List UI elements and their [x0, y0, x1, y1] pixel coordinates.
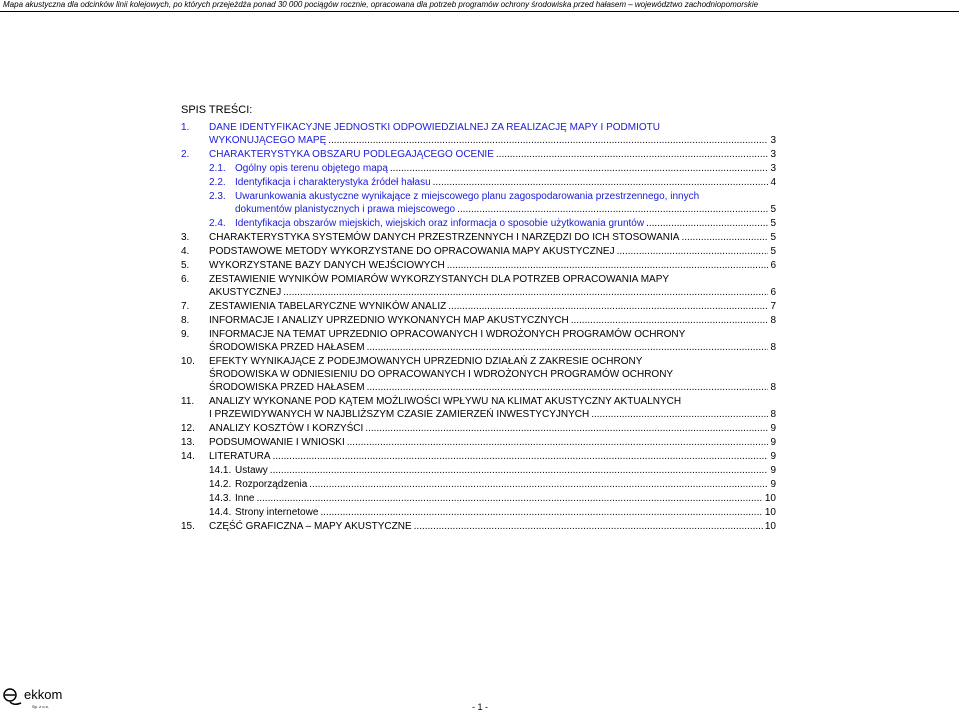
- toc-entry-number: 2.: [181, 149, 190, 160]
- toc-entry-text: I PRZEWIDYWANYCH W NAJBLIŻSZYM CZASIE ZAMIERZEŃ INWESTYCYJNYCH: [209, 409, 590, 420]
- toc-page-number: 9: [770, 451, 776, 462]
- toc-entry[interactable]: [181, 355, 776, 394]
- toc-page-number: 10: [764, 521, 776, 532]
- toc-leader-dots: [328, 134, 768, 147]
- toc-entry-text: INFORMACJE NA TEMAT UPRZEDNIO OPRACOWANYCH I WDROŻONYCH PROGRAMÓW OCHRONY: [209, 329, 686, 340]
- toc-leader-dots: [448, 300, 768, 313]
- toc-entry-number: 4.: [181, 246, 190, 257]
- toc-leader-dots: [646, 217, 768, 230]
- toc-entry[interactable]: [181, 520, 776, 533]
- toc-page-number: 3: [770, 163, 776, 174]
- toc-entry-number: 13.: [181, 437, 195, 448]
- toc-page-number: 8: [770, 382, 776, 393]
- toc-leader-dots: [347, 436, 769, 449]
- toc-leader-dots: [367, 381, 769, 394]
- toc-entry-number: 15.: [181, 521, 195, 532]
- toc-entry[interactable]: [181, 217, 776, 230]
- toc-entry[interactable]: [181, 478, 776, 491]
- toc-entry-text: ŚRODOWISKA PRZED HAŁASEM: [209, 342, 365, 353]
- toc-entry-text: Ogólny opis terenu objętego mapą: [235, 163, 388, 174]
- toc-entry-number: 3.: [181, 232, 190, 243]
- toc-entry-text: dokumentów planistycznych i prawa miejscowego: [235, 204, 456, 215]
- toc-page-number: 3: [770, 135, 776, 146]
- toc-entry-text: Identyfikacja i charakterystyka źródeł hałasu: [235, 177, 431, 188]
- toc-page-number: 9: [770, 465, 776, 476]
- toc-page-number: 5: [770, 232, 776, 243]
- toc-entry-text: EFEKTY WYNIKAJĄCE Z PODEJMOWANYCH UPRZEDNIO DZIAŁAŃ Z ZAKRESIE OCHRONY: [209, 356, 643, 367]
- toc-entry[interactable]: [181, 464, 776, 477]
- toc-entry[interactable]: [181, 300, 776, 313]
- toc-entry-number: 2.3.: [209, 191, 226, 202]
- logo-subtext: Sp. z o.o.: [32, 704, 49, 709]
- toc-entry-text: CHARAKTERYSTYKA SYSTEMÓW DANYCH PRZESTRZENNYCH I NARZĘDZI DO ICH STOSOWANIA: [209, 232, 680, 243]
- toc-leader-dots: [447, 259, 769, 272]
- toc-leader-dots: [591, 408, 768, 421]
- toc-page-number: 8: [770, 315, 776, 326]
- toc-entry-text: Strony internetowe: [235, 507, 319, 518]
- toc-entry-text: ANALIZY KOSZTÓW I KORZYŚCI: [209, 423, 364, 434]
- page-number: - 1 -: [472, 702, 489, 712]
- toc-entry[interactable]: [181, 314, 776, 327]
- toc-leader-dots: [273, 450, 769, 463]
- toc-entry[interactable]: [181, 273, 776, 299]
- toc-leader-dots: [433, 176, 769, 189]
- toc-entry[interactable]: [181, 436, 776, 449]
- toc-entry-text: Ustawy: [235, 465, 268, 476]
- ekkom-logo: [3, 688, 73, 712]
- toc-entry[interactable]: [181, 162, 776, 175]
- toc-page-number: 8: [770, 342, 776, 353]
- toc-entry-text: PODSUMOWANIE I WNIOSKI: [209, 437, 345, 448]
- toc-entry-number: 14.3.: [209, 493, 232, 504]
- toc-entry-text: Uwarunkowania akustyczne wynikające z miejscowego planu zagospodarowania przestrzennego, innych: [235, 191, 700, 202]
- ekkom-logo-icon: [3, 688, 23, 706]
- toc-page-number: 9: [770, 423, 776, 434]
- toc-entry[interactable]: [181, 176, 776, 189]
- toc-entry-number: 14.4.: [209, 507, 232, 518]
- toc-entry-number: 2.1.: [209, 163, 226, 174]
- toc-heading: SPIS TREŚCI:: [181, 104, 253, 116]
- toc-leader-dots: [496, 148, 769, 161]
- toc-entry-number: 1.: [181, 122, 190, 133]
- toc-page-number: 5: [770, 246, 776, 257]
- toc-leader-dots: [309, 478, 768, 491]
- toc-entry-text: CHARAKTERYSTYKA OBSZARU PODLEGAJĄCEGO OCENIE: [209, 149, 494, 160]
- toc-leader-dots: [414, 520, 763, 533]
- toc-leader-dots: [367, 341, 769, 354]
- toc-entry-text: Inne: [235, 493, 255, 504]
- toc-entry-text: Identyfikacja obszarów miejskich, wiejskich oraz informacja o sposobie użytkowania gruntów: [235, 218, 645, 229]
- toc-entry-text: ŚRODOWISKA W ODNIESIENIU DO OPRACOWANYCH I WDROŻONYCH PROGRAMÓW OCHRONY: [209, 369, 674, 380]
- toc-entry-text: ZESTAWIENIE WYNIKÓW POMIARÓW WYKORZYSTANYCH DLA POTRZEB OPRACOWANIA MAPY: [209, 274, 670, 285]
- toc-entry[interactable]: [181, 395, 776, 421]
- toc-page-number: 6: [770, 287, 776, 298]
- toc-entry-text: ŚRODOWISKA PRZED HAŁASEM: [209, 382, 365, 393]
- toc-list: [181, 121, 776, 533]
- toc-page-number: 9: [770, 437, 776, 448]
- toc-leader-dots: [617, 245, 769, 258]
- toc-leader-dots: [283, 286, 768, 299]
- toc-entry-number: 8.: [181, 315, 190, 326]
- header-divider: [0, 11, 959, 12]
- toc-leader-dots: [320, 506, 762, 519]
- toc-entry-number: 11.: [181, 396, 195, 407]
- toc-page-number: 9: [770, 479, 776, 490]
- toc-entry-number: 14.1.: [209, 465, 232, 476]
- toc-entry-text: WYKORZYSTANE BAZY DANYCH WEJŚCIOWYCH: [209, 260, 445, 271]
- toc-page-number: 10: [764, 493, 776, 504]
- toc-entry[interactable]: [181, 492, 776, 505]
- toc-page-number: 6: [770, 260, 776, 271]
- toc-entry-number: 5.: [181, 260, 190, 271]
- toc-page-number: 10: [764, 507, 776, 518]
- toc-entry-text: LITERATURA: [209, 451, 271, 462]
- toc-page-number: 8: [770, 409, 776, 420]
- toc-entry-number: 9.: [181, 329, 190, 340]
- toc-leader-dots: [571, 314, 769, 327]
- toc-page-number: 5: [770, 218, 776, 229]
- toc-entry[interactable]: [181, 148, 776, 161]
- toc-entry-number: 14.: [181, 451, 195, 462]
- toc-entry-text: CZĘŚĆ GRAFICZNA – MAPY AKUSTYCZNE: [209, 521, 412, 532]
- toc-leader-dots: [365, 422, 768, 435]
- toc-entry-number: 10.: [181, 356, 195, 367]
- toc-entry[interactable]: [181, 450, 776, 463]
- toc-entry-text: ANALIZY WYKONANE POD KĄTEM MOŻLIWOŚCI WPŁYWU NA KLIMAT AKUSTYCZNY AKTUALNYCH: [209, 396, 682, 407]
- toc-entry[interactable]: [181, 259, 776, 272]
- logo-text: ekkom: [24, 687, 63, 702]
- toc-entry-number: 14.2.: [209, 479, 232, 490]
- toc-entry-text: PODSTAWOWE METODY WYKORZYSTANE DO OPRACOWANIA MAPY AKUSTYCZNEJ: [209, 246, 615, 257]
- table-of-contents: [181, 103, 776, 534]
- toc-entry[interactable]: [181, 121, 776, 147]
- toc-entry-text: Rozporządzenia: [235, 479, 308, 490]
- toc-entry[interactable]: [181, 328, 776, 354]
- toc-page-number: 7: [770, 301, 776, 312]
- toc-entry-number: 7.: [181, 301, 190, 312]
- toc-entry-text: DANE IDENTYFIKACYJNE JEDNOSTKI ODPOWIEDZIALNEJ ZA REALIZACJĘ MAPY I PODMIOTU: [209, 122, 660, 133]
- toc-entry[interactable]: [181, 231, 776, 244]
- toc-leader-dots: [390, 162, 769, 175]
- toc-leader-dots: [256, 492, 762, 505]
- toc-entry[interactable]: [181, 506, 776, 519]
- toc-entry[interactable]: [181, 190, 776, 216]
- toc-entry-number: 6.: [181, 274, 190, 285]
- toc-entry[interactable]: [181, 245, 776, 258]
- toc-entry-text: AKUSTYCZNEJ: [209, 287, 282, 298]
- toc-entry-number: 2.2.: [209, 177, 226, 188]
- toc-entry[interactable]: [181, 422, 776, 435]
- page-header: Mapa akustyczna dla odcinków linii kolejowych, po których przejeżdża ponad 30 000 pociągów rocznie, opracowana dla potrzeb programów ochrony środowiska przed hałasem – województwo zachodniopomorskie: [3, 0, 759, 9]
- toc-leader-dots: [681, 231, 768, 244]
- toc-entry-text: INFORMACJE I ANALIZY UPRZEDNIO WYKONANYCH MAP AKUSTYCZNYCH: [209, 315, 569, 326]
- toc-entry-number: 12.: [181, 423, 195, 434]
- toc-entry-text: ZESTAWIENIA TABELARYCZNE WYNIKÓW ANALIZ: [209, 301, 447, 312]
- toc-page-number: 5: [770, 204, 776, 215]
- toc-leader-dots: [270, 464, 769, 477]
- toc-leader-dots: [457, 203, 768, 216]
- toc-entry-number: 2.4.: [209, 218, 226, 229]
- toc-page-number: 4: [770, 177, 776, 188]
- toc-entry-text: WYKONUJĄCEGO MAPĘ: [209, 135, 327, 146]
- toc-page-number: 3: [770, 149, 776, 160]
